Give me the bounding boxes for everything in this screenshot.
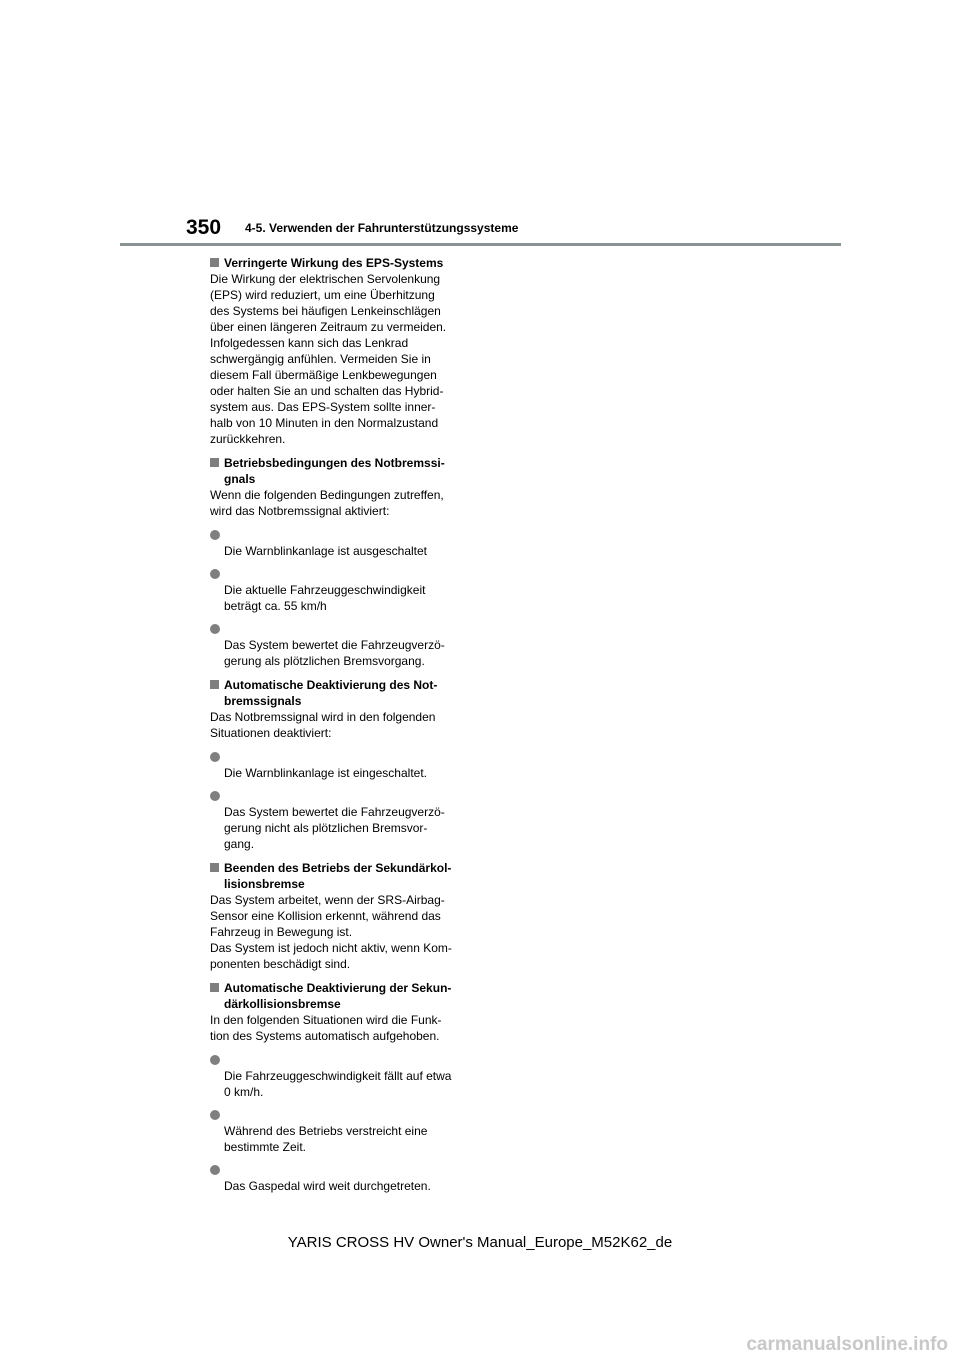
- section-eps: [210, 255, 472, 447]
- section-heading: Beenden des Betriebs der Sekundärkol- lisionsbremse: [210, 860, 472, 892]
- list-item: Die aktuelle Fahrzeuggeschwindigkeit beträgt ca. 55 km/h: [210, 566, 472, 614]
- page-content: [210, 255, 472, 1202]
- watermark: carmanualsonline.info: [746, 1334, 948, 1355]
- footer-manual-title: YARIS CROSS HV Owner's Manual_Europe_M52K62_de: [287, 1234, 673, 1251]
- list-item: Das System bewertet die Fahrzeugverzö- gerung nicht als plötzlichen Bremsvor- gang.: [210, 788, 472, 852]
- square-bullet-icon: [210, 863, 219, 872]
- section-notbremssignal-bedingungen: [210, 455, 472, 669]
- square-bullet-icon: [210, 680, 219, 689]
- page-number: 350: [186, 216, 222, 239]
- list-item: Das Gaspedal wird weit durchgetreten.: [210, 1162, 472, 1194]
- list-item: Während des Betriebs verstreicht eine bestimmte Zeit.: [210, 1107, 472, 1155]
- section-heading: Automatische Deaktivierung der Sekun- därkollisionsbremse: [210, 980, 472, 1012]
- section-notbremssignal-deaktivierung: [210, 677, 472, 852]
- section-title: 4-5. Verwenden der Fahrunterstützungssysteme: [245, 221, 519, 235]
- list-item: Die Warnblinkanlage ist eingeschaltet.: [210, 749, 472, 781]
- list-item: Die Fahrzeuggeschwindigkeit fällt auf etwa 0 km/h.: [210, 1052, 472, 1100]
- circle-bullet-icon: [210, 530, 220, 540]
- paragraph: In den folgenden Situationen wird die Funk- tion des Systems automatisch aufgehoben.: [210, 1013, 442, 1043]
- list-item: Die Warnblinkanlage ist ausgeschaltet: [210, 527, 472, 559]
- circle-bullet-icon: [210, 569, 220, 579]
- section-heading: Automatische Deaktivierung des Not- bremssignals: [210, 677, 472, 709]
- header-divider: [120, 243, 841, 246]
- list-item: Das System bewertet die Fahrzeugverzö- gerung als plötzlichen Bremsvorgang.: [210, 621, 472, 669]
- circle-bullet-icon: [210, 1055, 220, 1065]
- circle-bullet-icon: [210, 624, 220, 634]
- circle-bullet-icon: [210, 752, 220, 762]
- section-sekundaerkollisionsbremse-deaktivierung: [210, 980, 472, 1194]
- section-heading: Verringerte Wirkung des EPS-Systems: [210, 255, 472, 271]
- section-sekundaerkollisionsbremse-betrieb: [210, 860, 472, 972]
- square-bullet-icon: [210, 983, 219, 992]
- paragraph: Wenn die folgenden Bedingungen zutreffen, wird das Notbremssignal aktiviert:: [210, 488, 444, 518]
- paragraph: Das Notbremssignal wird in den folgenden Situationen deaktiviert:: [210, 710, 436, 740]
- paragraph: Das System arbeitet, wenn der SRS-Airbag- Sensor eine Kollision erkennt, während das Fahrzeug in Bewegung ist. Das System ist jedoch nicht aktiv, wenn Kom- ponenten beschädigt sind.: [210, 893, 452, 971]
- paragraph: Die Wirkung der elektrischen Servolenkung (EPS) wird reduziert, um eine Überhitzung des Systems bei häufigen Lenkeinschlägen über einen längeren Zeitraum zu vermeiden. Infolgedessen kann sich das Lenkrad schwergängig anfühlen. Vermeiden Sie in diesem Fall übermäßige Lenkbewegungen oder halten Sie an und schalten das Hybrid- system aus. Das EPS-System sollte inner- halb von 10 Minuten in den Normalzustand zurückkehren.: [210, 272, 447, 446]
- section-heading: Betriebsbedingungen des Notbremssi- gnals: [210, 455, 472, 487]
- square-bullet-icon: [210, 458, 219, 467]
- circle-bullet-icon: [210, 791, 220, 801]
- circle-bullet-icon: [210, 1165, 220, 1175]
- square-bullet-icon: [210, 258, 219, 267]
- circle-bullet-icon: [210, 1110, 220, 1120]
